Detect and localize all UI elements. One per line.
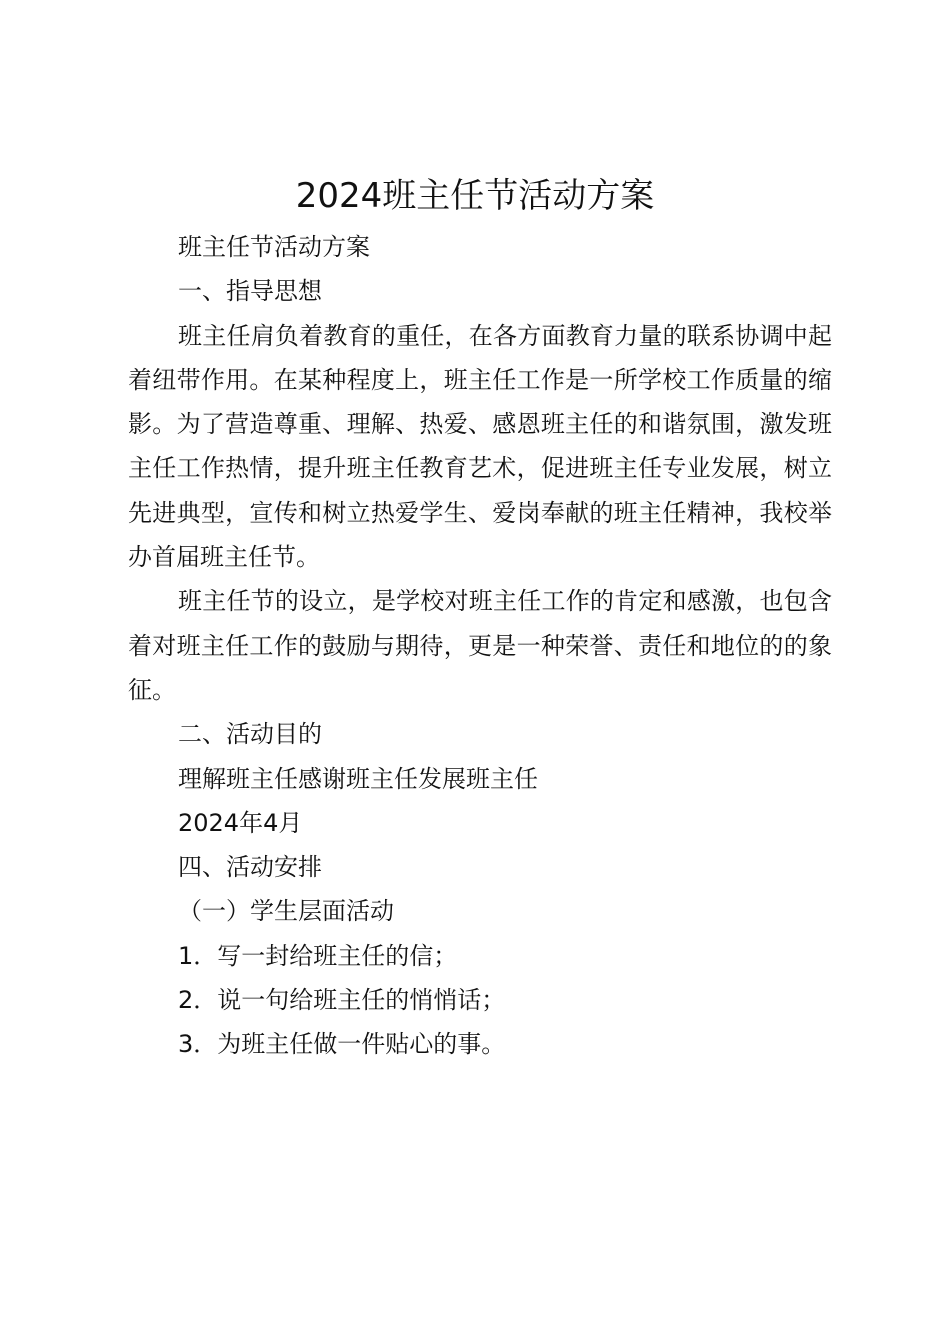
activity-purpose-text: 理解班主任感谢班主任发展班主任 bbox=[178, 764, 538, 793]
document-subtitle: 班主任节活动方案 bbox=[178, 233, 370, 261]
section-heading-activity-purpose: 二、活动目的 bbox=[178, 720, 322, 749]
paragraph-festival-meaning: 班主任节的设立，是学校对班主任工作的肯定和感激，也包含着对班主任工作的鼓励与期待，更是一种荣誉、责任和地位的的象征。 bbox=[128, 587, 832, 704]
subsection-heading-student-activities: （一）学生层面活动 bbox=[178, 897, 394, 926]
activity-date: 2024年4月 bbox=[178, 808, 303, 837]
section-heading-guiding-ideology: 一、指导思想 bbox=[178, 277, 322, 306]
document-title: 2024班主任节活动方案 bbox=[295, 176, 655, 216]
paragraph-guiding-ideology: 班主任肩负着教育的重任，在各方面教育力量的联系协调中起着纽带作用。在某种程度上，班主任工作是一所学校工作质量的缩影。为了营造尊重、理解、热爱、感恩班主任的和谐氛围，激发班主任工作热情，提升班主任教育艺术，促进班主任专业发展，树立先进典型，宣传和树立热爱学生、爱岗奉献的班主任精神，我校举办首届班主任节。 bbox=[128, 321, 832, 572]
list-item: 3．为班主任做一件贴心的事。 bbox=[178, 1030, 506, 1059]
section-heading-activity-arrangement: 四、活动安排 bbox=[178, 853, 322, 882]
list-item: 2．说一句给班主任的悄悄话； bbox=[178, 986, 506, 1015]
document-body bbox=[128, 225, 832, 1067]
list-item: 1．写一封给班主任的信； bbox=[178, 941, 458, 970]
